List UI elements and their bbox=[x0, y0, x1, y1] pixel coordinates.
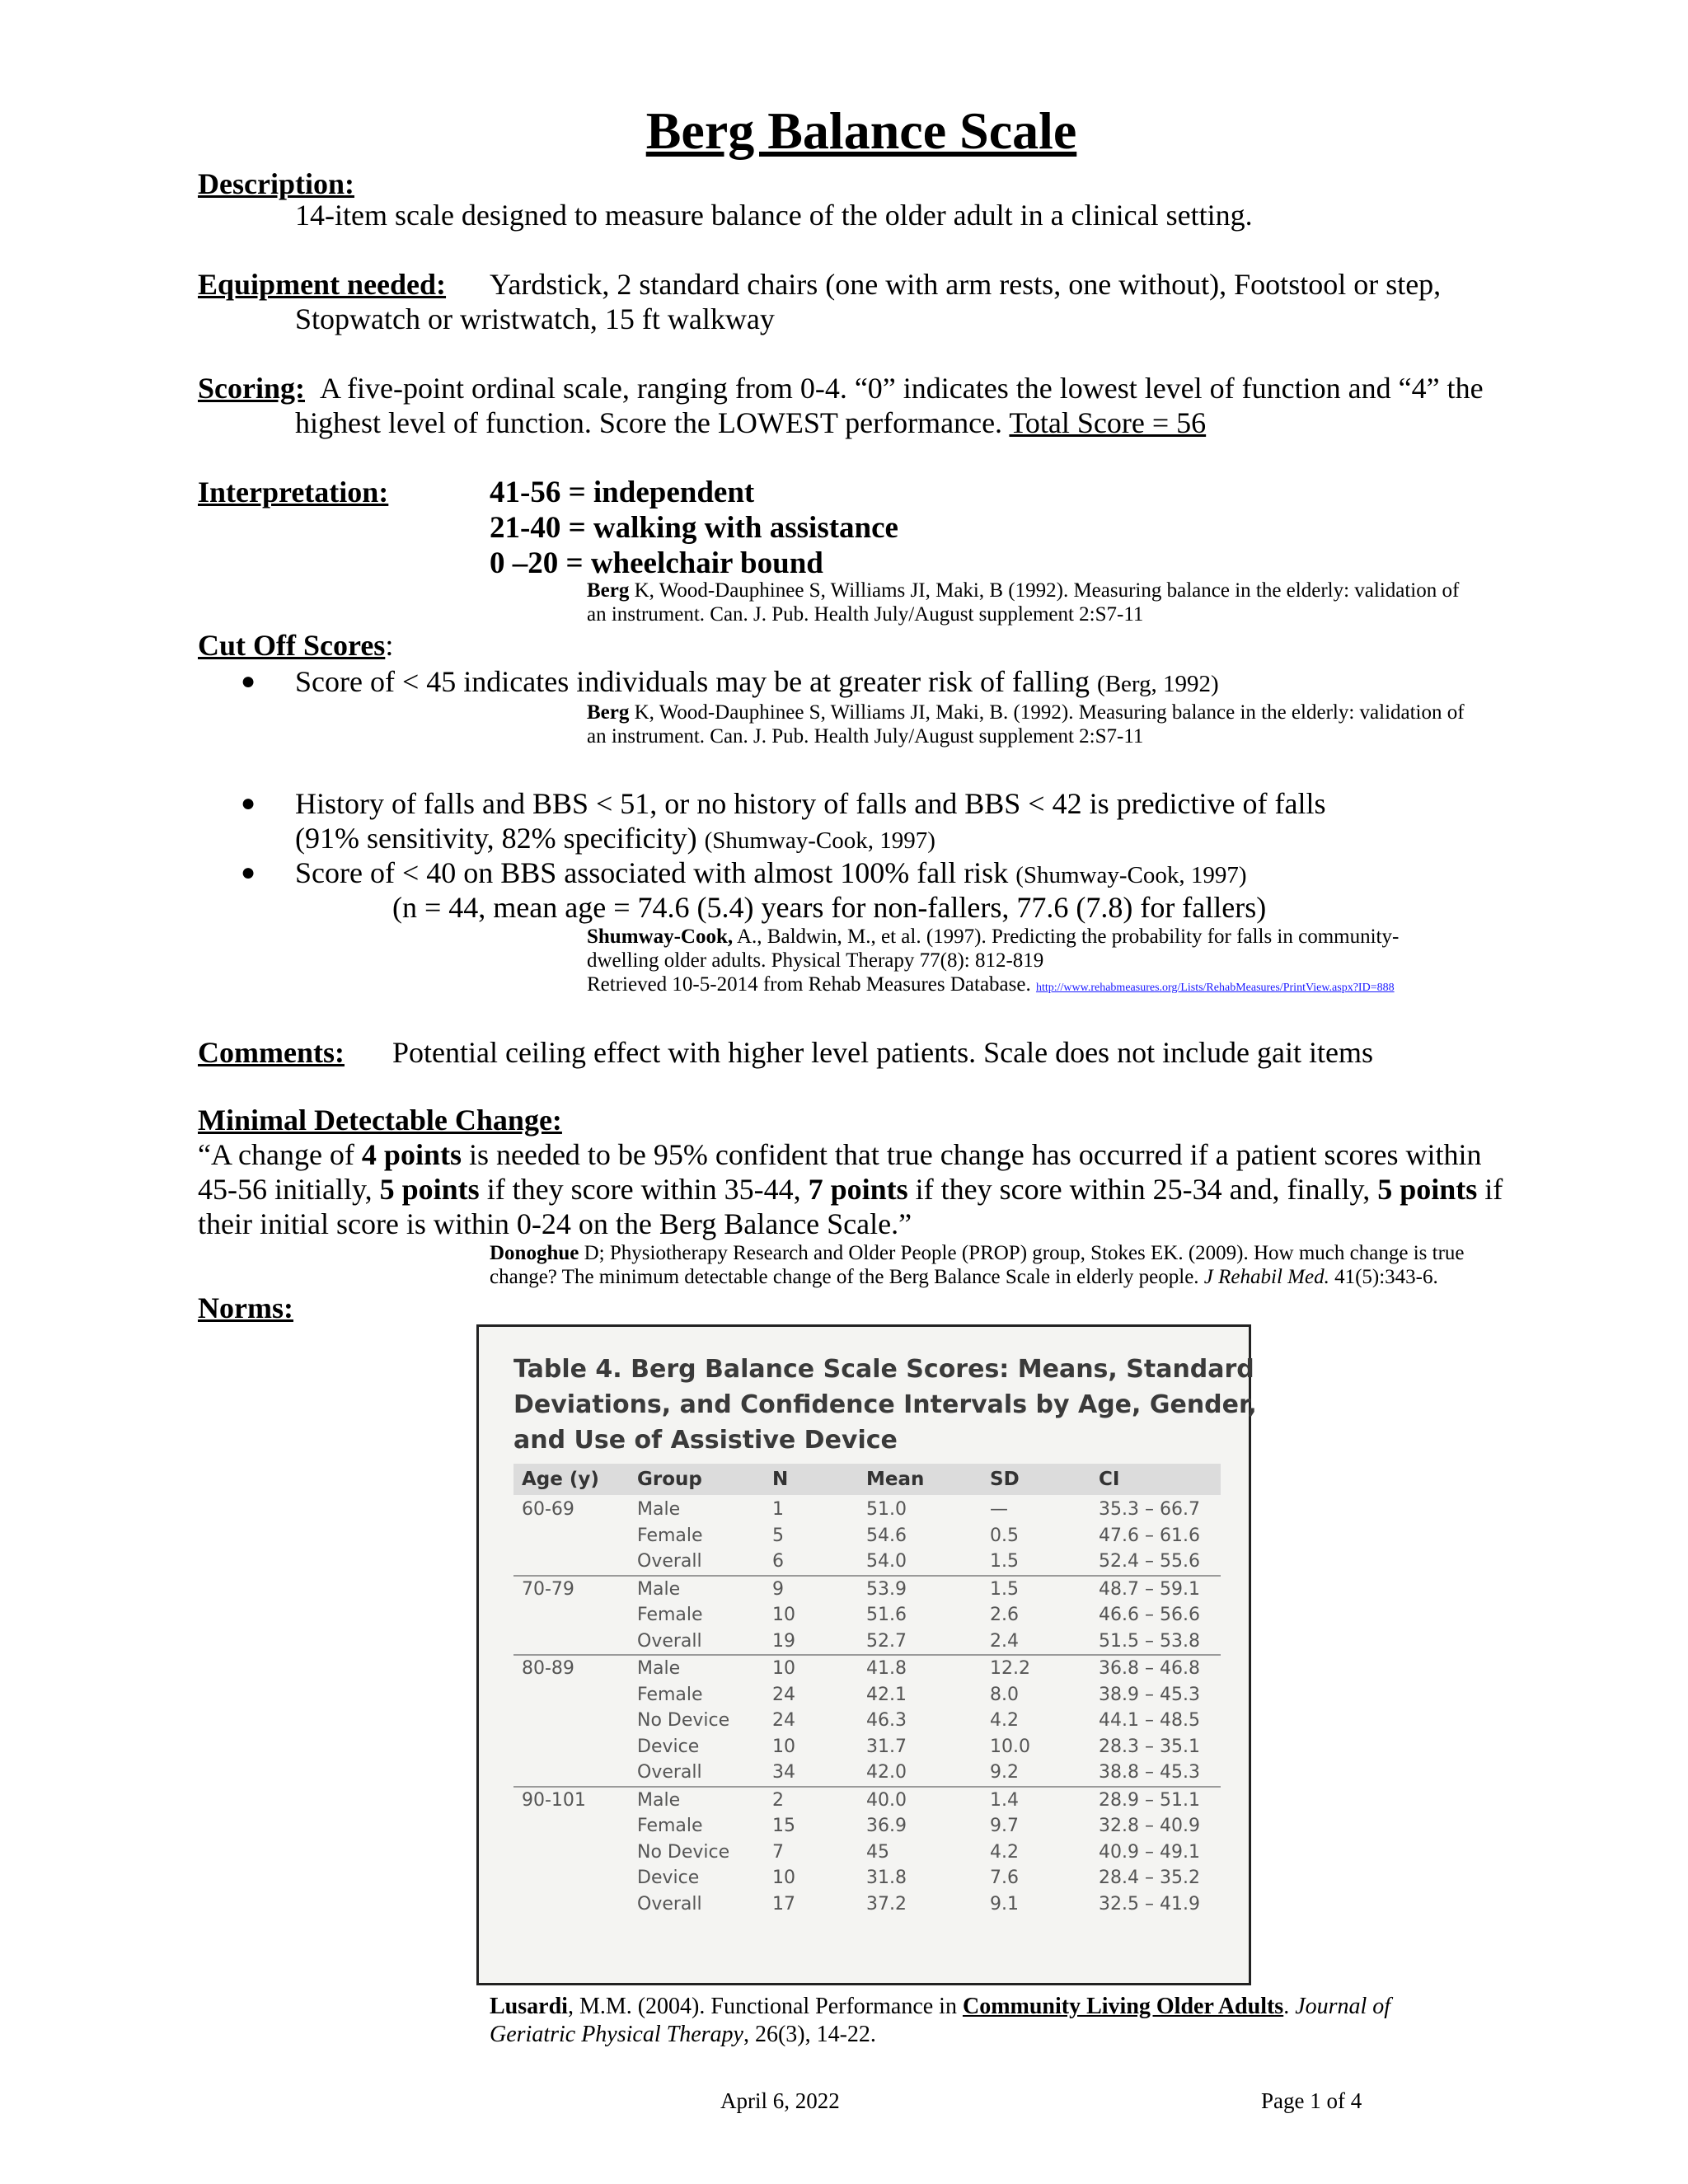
cell-n: 24 bbox=[772, 1710, 795, 1731]
cell-mean: 37.2 bbox=[866, 1893, 907, 1915]
cell-n: 10 bbox=[772, 1605, 795, 1625]
citation-text: change? The minimum detectable change of the Berg Balance Scale in elderly people. bbox=[490, 1266, 1204, 1288]
cell-n: 15 bbox=[772, 1816, 795, 1836]
table-age-group bbox=[513, 1497, 1221, 1577]
cell-group: Device bbox=[637, 1868, 700, 1888]
cell-mean: 54.6 bbox=[866, 1525, 907, 1546]
cutoff-bullet-2-ref: (Shumway-Cook, 1997) bbox=[704, 827, 935, 854]
cell-n: 34 bbox=[772, 1762, 795, 1783]
cutoff-colon: : bbox=[385, 629, 394, 662]
citation-text: , M.M. (2004). Functional Performance in bbox=[567, 1994, 963, 2019]
cell-ci: 48.7 – 59.1 bbox=[1099, 1578, 1200, 1600]
cell-group: No Device bbox=[637, 1841, 730, 1863]
cell-ci: 32.5 – 41.9 bbox=[1099, 1893, 1200, 1915]
citation-journal: Journal of bbox=[1295, 1994, 1391, 2019]
cell-group: Overall bbox=[637, 1893, 702, 1915]
citation-author: Shumway-Cook, bbox=[587, 926, 734, 948]
cutoff-bullet-3 bbox=[295, 855, 1247, 893]
header-sd: SD bbox=[990, 1469, 1020, 1490]
equipment-label: Equipment needed: bbox=[198, 268, 447, 301]
cutoff-citation2-line3 bbox=[587, 972, 1395, 1000]
table-title-line: and Use of Assistive Device bbox=[513, 1426, 898, 1455]
description-label: Description: bbox=[198, 167, 354, 200]
mdc-citation-line1 bbox=[490, 1241, 1464, 1265]
citation-text: . bbox=[1283, 1994, 1296, 2019]
cell-group: Overall bbox=[637, 1630, 702, 1652]
table-age-group bbox=[513, 1788, 1221, 1918]
cell-mean: 52.7 bbox=[866, 1630, 907, 1652]
table-row bbox=[513, 1708, 1221, 1734]
scoring-line1: A five-point ordinal scale, ranging from 0-4. “0” indicates the lowest level of function and “4” the bbox=[320, 372, 1484, 405]
cell-mean: 54.0 bbox=[866, 1551, 907, 1572]
cell-mean: 42.0 bbox=[866, 1762, 907, 1783]
mdc-line3: their initial score is within 0-24 on the Berg Balance Scale.” bbox=[198, 1207, 912, 1240]
cell-n: 24 bbox=[772, 1684, 795, 1705]
table-row bbox=[513, 1840, 1221, 1866]
cell-n: 10 bbox=[772, 1736, 795, 1757]
cell-sd: 9.2 bbox=[990, 1762, 1019, 1783]
page-title: Berg Balance Scale bbox=[645, 101, 1077, 160]
table-row bbox=[513, 1813, 1221, 1840]
interpretation-label: Interpretation: bbox=[198, 476, 389, 509]
norms-citation-line1 bbox=[490, 1993, 1390, 2021]
cell-age: 80-89 bbox=[522, 1658, 574, 1679]
cutoff-bullet-2-line1: History of falls and BBS < 51, or no history of falls and BBS < 42 is predictive of falls bbox=[295, 787, 1326, 820]
table-row bbox=[513, 1865, 1221, 1891]
mdc-label: Minimal Detectable Change: bbox=[198, 1104, 562, 1137]
cell-ci: 28.9 – 51.1 bbox=[1099, 1789, 1200, 1811]
cell-sd: 8.0 bbox=[990, 1684, 1019, 1705]
cell-group: Male bbox=[637, 1789, 681, 1811]
cutoff-bullet-3-ref: (Shumway-Cook, 1997) bbox=[1015, 862, 1247, 888]
cell-mean: 40.0 bbox=[866, 1789, 907, 1811]
cell-ci: 46.6 – 56.6 bbox=[1099, 1605, 1200, 1625]
bullet-icon: ● bbox=[241, 668, 256, 695]
cell-sd: 7.6 bbox=[990, 1868, 1019, 1888]
cell-mean: 45 bbox=[866, 1841, 889, 1863]
mdc-points: 4 points bbox=[361, 1138, 462, 1171]
cell-ci: 47.6 – 61.6 bbox=[1099, 1525, 1200, 1546]
cutoff-citation1-line2: an instrument. Can. J. Pub. Health July/August supplement 2:S7-11 bbox=[587, 725, 1144, 748]
scoring-line2-text: highest level of function. Score the LOWEST performance. bbox=[295, 406, 1003, 439]
citation-author: Berg bbox=[587, 579, 630, 602]
citation-journal: Geriatric Physical Therapy bbox=[490, 2022, 743, 2047]
cell-sd: 2.4 bbox=[990, 1630, 1019, 1652]
mdc-text: “A change of bbox=[198, 1138, 362, 1171]
table-row bbox=[513, 1682, 1221, 1708]
cell-mean: 51.6 bbox=[866, 1605, 907, 1625]
interpretation-citation-line2: an instrument. Can. J. Pub. Health July/August supplement 2:S7-11 bbox=[587, 603, 1144, 626]
table-row bbox=[513, 1891, 1221, 1918]
interpretation-item-independent: 41-56 = independent bbox=[490, 476, 755, 509]
cell-n: 9 bbox=[772, 1578, 784, 1600]
mdc-text: is needed to be 95% confident that true change has occurred if a patient scores within bbox=[461, 1138, 1482, 1171]
norms-table-body bbox=[513, 1497, 1221, 1917]
cutoff-bullet-3-text: Score of < 40 on BBS associated with almost 100% fall risk bbox=[295, 856, 1009, 889]
cell-mean: 53.9 bbox=[866, 1578, 907, 1600]
cell-n: 7 bbox=[772, 1841, 784, 1863]
equipment-line2: Stopwatch or wristwatch, 15 ft walkway bbox=[295, 302, 775, 335]
cell-ci: 32.8 – 40.9 bbox=[1099, 1816, 1200, 1836]
cell-mean: 41.8 bbox=[866, 1658, 907, 1679]
table-row bbox=[513, 1602, 1221, 1629]
mdc-line1 bbox=[198, 1137, 1482, 1172]
cutoff-citation1-line1 bbox=[587, 701, 1465, 724]
footer-page-number: Page 1 of 4 bbox=[1261, 2088, 1362, 2113]
cutoff-heading bbox=[198, 628, 393, 663]
cell-mean: 31.7 bbox=[866, 1736, 907, 1757]
cell-ci: 28.4 – 35.2 bbox=[1099, 1868, 1200, 1888]
cell-ci: 28.3 – 35.1 bbox=[1099, 1736, 1200, 1757]
cell-n: 17 bbox=[772, 1893, 795, 1915]
citation-text: D; Physiotherapy Research and Older People (PROP) group, Stokes EK. (2009). How much change is true bbox=[579, 1242, 1465, 1264]
cutoff-bullet-1-ref: (Berg, 1992) bbox=[1097, 671, 1219, 697]
cell-n: 5 bbox=[772, 1525, 784, 1546]
citation-text: K, Wood-Dauphinee S, Williams JI, Maki, B. (1992). Measuring balance in the elderly: validation of bbox=[629, 701, 1465, 724]
cell-n: 6 bbox=[772, 1551, 784, 1572]
cell-ci: 35.3 – 66.7 bbox=[1099, 1499, 1200, 1520]
cell-group: Device bbox=[637, 1736, 700, 1757]
mdc-points: 7 points bbox=[808, 1173, 908, 1206]
citation-author: Berg bbox=[587, 701, 630, 724]
mdc-citation-line2 bbox=[490, 1265, 1438, 1289]
cell-sd: 9.1 bbox=[990, 1893, 1019, 1915]
norms-table-image bbox=[476, 1324, 1257, 1985]
cell-group: No Device bbox=[637, 1710, 730, 1731]
table-row bbox=[513, 1760, 1221, 1786]
cell-sd: 1.5 bbox=[990, 1551, 1019, 1572]
norms-label: Norms: bbox=[198, 1291, 293, 1324]
cell-mean: 36.9 bbox=[866, 1816, 907, 1836]
cell-sd: — bbox=[990, 1499, 1008, 1520]
citation-journal: J Rehabil Med. bbox=[1203, 1266, 1329, 1288]
comments-label: Comments: bbox=[198, 1036, 345, 1069]
cell-group: Female bbox=[637, 1525, 703, 1546]
rehabmeasures-link[interactable]: http://www.rehabmeasures.org/Lists/RehabMeasures/PrintView.aspx?ID=888 bbox=[1035, 982, 1395, 994]
mdc-text: if bbox=[1477, 1173, 1503, 1206]
norms-table-title bbox=[513, 1352, 1257, 1458]
cell-n: 19 bbox=[772, 1630, 795, 1652]
table-row bbox=[513, 1497, 1221, 1523]
cell-n: 2 bbox=[772, 1789, 784, 1811]
mdc-text: 45-56 initially, bbox=[198, 1173, 380, 1206]
cell-sd: 2.6 bbox=[990, 1605, 1019, 1625]
cutoff-label: Cut Off Scores bbox=[198, 629, 386, 662]
comments-text: Potential ceiling effect with higher level patients. Scale does not include gait items bbox=[392, 1036, 1374, 1069]
cell-group: Female bbox=[637, 1684, 703, 1705]
citation-text: K, Wood-Dauphinee S, Williams JI, Maki, B (1992). Measuring balance in the elderly: validation of bbox=[629, 579, 1460, 602]
header-age: Age (y) bbox=[522, 1469, 599, 1490]
table-age-group bbox=[513, 1656, 1221, 1788]
table-row bbox=[513, 1629, 1221, 1655]
cell-age: 70-79 bbox=[522, 1578, 574, 1600]
scoring-line2 bbox=[295, 405, 1206, 440]
cutoff-bullet-1-text: Score of < 45 indicates individuals may be at greater risk of falling bbox=[295, 665, 1090, 698]
cell-age: 60-69 bbox=[522, 1499, 574, 1520]
cell-sd: 0.5 bbox=[990, 1525, 1019, 1546]
bullet-icon: ● bbox=[241, 790, 256, 817]
citation-title: Community Living Older Adults bbox=[962, 1994, 1284, 2019]
cutoff-bullet-1 bbox=[295, 664, 1219, 701]
description-text: 14-item scale designed to measure balance of the older adult in a clinical setting. bbox=[295, 199, 1253, 232]
cell-sd: 12.2 bbox=[990, 1658, 1030, 1679]
cell-mean: 51.0 bbox=[866, 1499, 907, 1520]
mdc-text: if they score within 25-34 and, finally, bbox=[907, 1173, 1378, 1206]
table-row bbox=[513, 1577, 1221, 1603]
cell-group: Female bbox=[637, 1605, 703, 1625]
equipment-line1: Yardstick, 2 standard chairs (one with arm rests, one without), Footstool or step, bbox=[490, 268, 1442, 301]
citation-author: Donoghue bbox=[490, 1242, 579, 1264]
cutoff-bullet-2-text: (91% sensitivity, 82% specificity) bbox=[295, 822, 697, 855]
cell-age: 90-101 bbox=[522, 1789, 586, 1811]
header-mean: Mean bbox=[866, 1469, 925, 1490]
header-n: N bbox=[772, 1469, 789, 1490]
cell-mean: 46.3 bbox=[866, 1710, 907, 1731]
cell-mean: 42.1 bbox=[866, 1684, 907, 1705]
mdc-points: 5 points bbox=[1377, 1173, 1478, 1206]
header-group: Group bbox=[637, 1469, 702, 1490]
cell-sd: 1.5 bbox=[990, 1578, 1019, 1600]
table-age-group bbox=[513, 1577, 1221, 1657]
cell-group: Female bbox=[637, 1816, 703, 1836]
cell-ci: 38.8 – 45.3 bbox=[1099, 1762, 1200, 1783]
interpretation-item-assistance: 21-40 = walking with assistance bbox=[490, 511, 898, 545]
cell-ci: 38.9 – 45.3 bbox=[1099, 1684, 1200, 1705]
footer-date: April 6, 2022 bbox=[720, 2088, 840, 2113]
interpretation-citation-line1 bbox=[587, 579, 1459, 602]
table-row bbox=[513, 1523, 1221, 1549]
scoring-total: Total Score = 56 bbox=[1009, 406, 1207, 439]
cutoff-bullet-3-sub: (n = 44, mean age = 74.6 (5.4) years for non-fallers, 77.6 (7.8) for fallers) bbox=[392, 891, 1267, 924]
norms-table-header bbox=[513, 1464, 1221, 1495]
citation-author: Lusardi bbox=[490, 1994, 568, 2019]
cell-ci: 52.4 – 55.6 bbox=[1099, 1551, 1200, 1572]
cell-ci: 51.5 – 53.8 bbox=[1099, 1630, 1200, 1652]
header-ci: CI bbox=[1099, 1469, 1120, 1490]
cell-sd: 4.2 bbox=[990, 1710, 1019, 1731]
cell-group: Male bbox=[637, 1658, 681, 1679]
cutoff-citation2-line2: dwelling older adults. Physical Therapy 77(8): 812-819 bbox=[587, 949, 1044, 972]
table-row bbox=[513, 1656, 1221, 1682]
table-row bbox=[513, 1549, 1221, 1575]
cell-mean: 31.8 bbox=[866, 1868, 907, 1888]
cell-group: Male bbox=[637, 1578, 681, 1600]
cell-ci: 40.9 – 49.1 bbox=[1099, 1841, 1200, 1863]
cell-group: Male bbox=[637, 1499, 681, 1520]
cell-ci: 36.8 – 46.8 bbox=[1099, 1658, 1200, 1679]
mdc-points: 5 points bbox=[379, 1173, 480, 1206]
cell-ci: 44.1 – 48.5 bbox=[1099, 1710, 1200, 1731]
citation-text: A., Baldwin, M., et al. (1997). Predicting the probability for falls in community- bbox=[733, 926, 1400, 948]
table-row bbox=[513, 1788, 1221, 1814]
norms-citation-line2 bbox=[490, 2021, 876, 2049]
cell-n: 1 bbox=[772, 1499, 784, 1520]
cell-group: Overall bbox=[637, 1551, 702, 1572]
cell-group: Overall bbox=[637, 1762, 702, 1783]
cutoff-citation2-line1 bbox=[587, 925, 1399, 949]
cutoff-bullet-2-line2 bbox=[295, 821, 935, 858]
cell-n: 10 bbox=[772, 1868, 795, 1888]
mdc-line2 bbox=[198, 1172, 1503, 1207]
cell-n: 10 bbox=[772, 1658, 795, 1679]
interpretation-item-wheelchair: 0 –20 = wheelchair bound bbox=[490, 546, 823, 580]
citation-text: , 26(3), 14-22. bbox=[743, 2022, 876, 2047]
table-title-line: Deviations, and Confidence Intervals by Age, Gender, bbox=[513, 1390, 1257, 1419]
cell-sd: 1.4 bbox=[990, 1789, 1019, 1811]
cell-sd: 9.7 bbox=[990, 1816, 1019, 1836]
mdc-text: if they score within 35-44, bbox=[479, 1173, 809, 1206]
citation-retrieved: Retrieved 10-5-2014 from Rehab Measures Database. bbox=[587, 973, 1031, 996]
citation-text: 41(5):343-6. bbox=[1329, 1266, 1438, 1288]
cell-sd: 4.2 bbox=[990, 1841, 1019, 1863]
table-row bbox=[513, 1734, 1221, 1760]
scoring-label: Scoring: bbox=[198, 372, 305, 405]
table-title-line: Table 4. Berg Balance Scale Scores: Means, Standard bbox=[513, 1355, 1254, 1384]
cell-sd: 10.0 bbox=[990, 1736, 1030, 1757]
bullet-icon: ● bbox=[241, 859, 256, 886]
